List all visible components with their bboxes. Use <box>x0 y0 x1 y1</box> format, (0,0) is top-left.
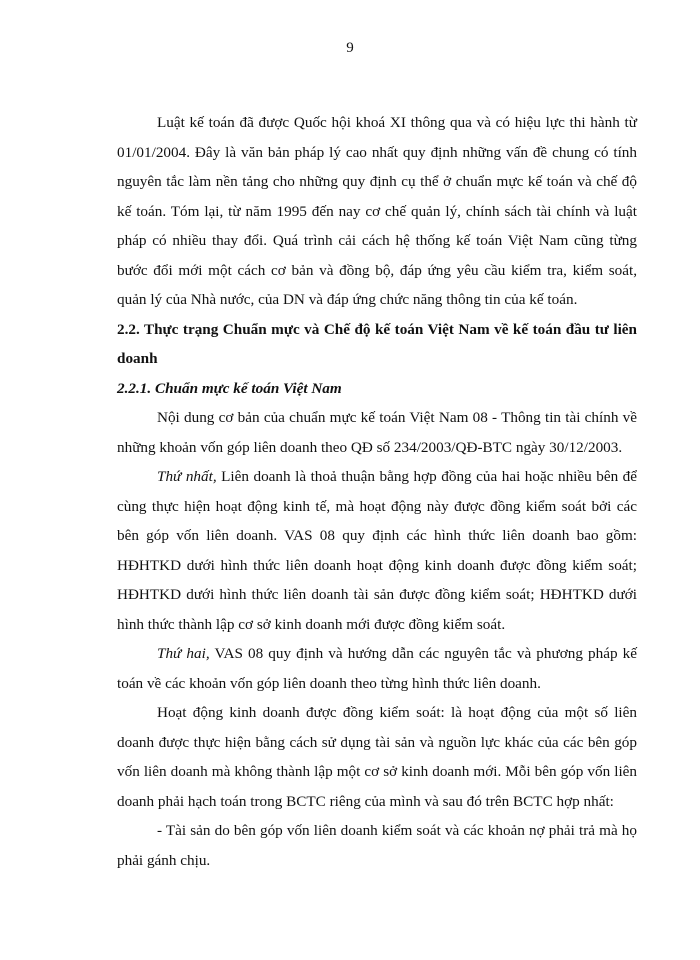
second-point-lead: Thứ hai, <box>157 645 210 662</box>
paragraph-second-point <box>117 639 637 698</box>
first-point-text: Liên doanh là thoả thuận bằng hợp đồng của hai hoặc nhiều bên để cùng thực hiện hoạt động kinh tế, mà hoạt động này được đồng kiểm soát bởi các bên góp vốn liên doanh. VAS 08 quy định các hình thức liên doanh bao gồm: HĐHTKD dưới hình thức liên doanh hoạt động kinh doanh được đồng kiểm soát; HĐHTKD dưới hình thức liên doanh tài sản được đồng kiểm soát; HĐHTKD dưới hình thức thành lập cơ sở kinh doanh mới được đồng kiểm soát. <box>117 468 638 633</box>
page-content <box>117 108 637 875</box>
first-point-lead: Thứ nhất, <box>157 468 217 485</box>
paragraph-jointly-controlled-operations: Hoạt động kinh doanh được đồng kiểm soát: là hoạt động của một số liên doanh được thực hiện bằng cách sử dụng tài sản và nguồn lực khác của các bên góp vốn liên doanh mà không thành lập một cơ sở kinh doanh mới. Mỗi bên góp vốn liên doanh phải hạch toán trong BCTC riêng của mình và sau đó trên BCTC hợp nhất: <box>117 704 637 810</box>
paragraph-accounting-law: Luật kế toán đã được Quốc hội khoá XI thông qua và có hiệu lực thi hành từ 01/01/2004. Đây là văn bản pháp lý cao nhất quy định những vấn đề chung có tính nguyên tắc làm nền tảng cho những quy định cụ thể ở chuẩn mực kế toán và chế độ kế toán. Tóm lại, từ năm 1995 đến nay cơ chế quản lý, chính sách tài chính và luật pháp có nhiều thay đổi. Quá trình cải cách hệ thống kế toán Việt Nam cũng từng bước đổi mới một cách cơ bản và đồng bộ, đáp ứng yêu cầu kiểm tra, kiểm soát, quản lý của Nhà nước, của DN và đáp ứng chức năng thông tin của kế toán. <box>117 114 637 308</box>
page-number: 9 <box>346 40 354 56</box>
paragraph-first-point <box>117 462 637 639</box>
paragraph-vas08-content: Nội dung cơ bản của chuẩn mực kế toán Việt Nam 08 - Thông tin tài chính về những khoản vốn góp liên doanh theo QĐ số 234/2003/QĐ-BTC ngày 30/12/2003. <box>117 409 637 456</box>
paragraph-assets-liabilities: - Tài sản do bên góp vốn liên doanh kiểm soát và các khoản nợ phải trả mà họ phải gánh chịu. <box>117 822 637 869</box>
section-heading-2-2-1: 2.2.1. Chuẩn mực kế toán Việt Nam <box>117 379 342 397</box>
second-point-text: VAS 08 quy định và hướng dẫn các nguyên tắc và phương pháp kế toán về các khoản vốn góp liên doanh theo từng hình thức liên doanh. <box>117 645 638 692</box>
section-heading-2-2: 2.2. Thực trạng Chuẩn mực và Chế độ kế toán Việt Nam về kế toán đầu tư liên doanh <box>117 320 637 367</box>
